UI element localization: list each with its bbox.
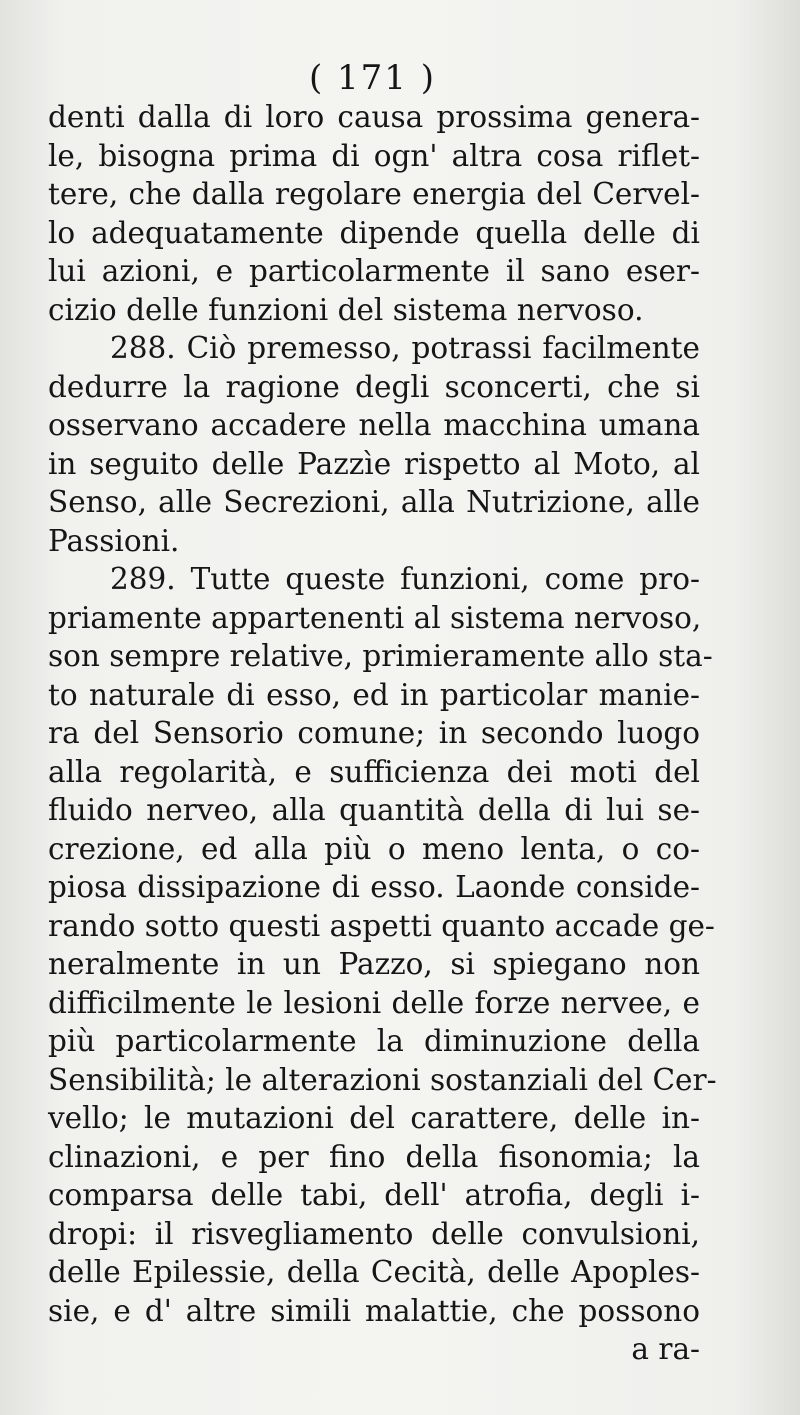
text-line: difficilmente le lesioni delle forze nervee, e bbox=[48, 985, 700, 1020]
body-text bbox=[48, 98, 717, 1369]
text-line: Senso, alle Secrezioni, alla Nutrizione, alle bbox=[48, 485, 700, 519]
text-line: vello; le mutazioni del carattere, delle in- bbox=[48, 1101, 700, 1135]
text-line: denti dalla di loro causa prossima genera- bbox=[48, 100, 700, 134]
text-line: priamente appartenenti al sistema nervoso, bbox=[48, 600, 702, 635]
text-line: alla regolarità, e sufficienza dei moti del bbox=[48, 754, 700, 789]
text-line: to naturale di esso, ed in particolar manie- bbox=[48, 677, 700, 712]
text-line: clinazioni, e per fino della fisonomia; la bbox=[48, 1139, 700, 1174]
text-line: dedurre la ragione degli sconcerti, che si bbox=[48, 369, 700, 404]
text-line: lo adequatamente dipende quella delle di bbox=[48, 215, 700, 250]
text-line: delle Epilessie, della Cecità, delle Apoples- bbox=[48, 1255, 700, 1289]
catchword: a ra- bbox=[631, 1332, 700, 1366]
text-line: dropi: il risvegliamento delle convulsioni, bbox=[48, 1216, 700, 1251]
text-line: rando sotto questi aspetti quanto accade ge- bbox=[48, 908, 715, 943]
text-line: Passioni. bbox=[48, 523, 180, 558]
text-line: tere, che dalla regolare energia del Cervel- bbox=[48, 177, 700, 211]
text-line: osservano accadere nella macchina umana bbox=[48, 408, 700, 442]
text-line: 289. Tutte queste funzioni, come pro- bbox=[110, 562, 700, 596]
text-line: 288. Ciò premesso, potrassi facilmente bbox=[110, 331, 700, 365]
text-line: ra del Sensorio comune; in secondo luogo bbox=[48, 716, 700, 750]
text-line: neralmente in un Pazzo, si spiegano non bbox=[48, 947, 700, 981]
text-line: fluido nerveo, alla quantità della di lui se- bbox=[48, 793, 700, 827]
page-number: ( 171 ) bbox=[308, 58, 437, 98]
text-line: crezione, ed alla più o meno lenta, o co- bbox=[48, 831, 700, 866]
text-line: le, bisogna prima di ogn' altra cosa riflet- bbox=[48, 138, 700, 173]
text-line: son sempre relative, primieramente allo sta- bbox=[48, 639, 713, 673]
text-line: comparsa delle tabi, dell' atrofia, degli i- bbox=[48, 1178, 700, 1212]
text-line: in seguito delle Pazzìe rispetto al Moto, al bbox=[48, 446, 700, 481]
text-line: Sensibilità; le alterazioni sostanziali del Cer- bbox=[48, 1062, 717, 1097]
text-line: piosa dissipazione di esso. Laonde conside- bbox=[48, 870, 700, 904]
text-line: cizio delle funzioni del sistema nervoso. bbox=[48, 292, 644, 327]
text-line: lui azioni, e particolarmente il sano eser- bbox=[48, 254, 700, 288]
text-line: più particolarmente la diminuzione della bbox=[48, 1024, 700, 1058]
text-line: sie, e d' altre simili malattie, che possono bbox=[48, 1293, 700, 1328]
